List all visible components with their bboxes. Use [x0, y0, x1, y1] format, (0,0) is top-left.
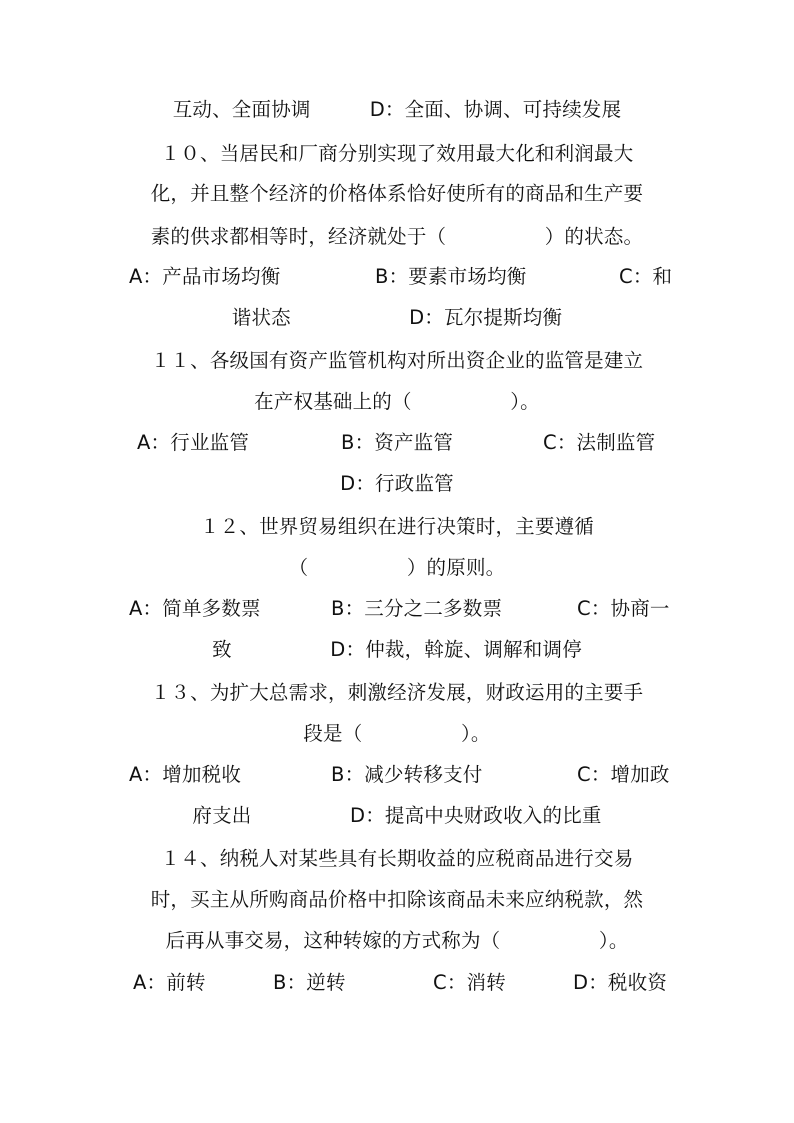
- option-a: A：前转: [133, 971, 206, 994]
- option-c: C：增加政: [577, 763, 670, 786]
- option-c: C：协商一: [577, 597, 670, 620]
- option-b: B：逆转: [273, 971, 346, 994]
- option-line: 府支出 D：提高中央财政收入的比重: [192, 804, 602, 827]
- question-11-line-2: 在产权基础上的（ ）。: [254, 390, 540, 413]
- option-d: D：行政监管: [340, 472, 454, 495]
- text-line: 互动、全面协调 D：全面、协调、可持续发展: [172, 98, 622, 121]
- question-10-line-3: 素的供求都相等时，经济就处于（ ）的状态。: [150, 225, 644, 248]
- option-b: B：减少转移支付: [331, 763, 483, 786]
- question-12-line-1: １２、世界贸易组织在进行决策时，主要遵循: [199, 515, 594, 538]
- option-line: 谐状态 D：瓦尔提斯均衡: [231, 306, 563, 329]
- question-14-line-2: 时，买主从所购商品价格中扣除该商品未来应纳税款，然: [150, 888, 644, 911]
- option-c: C：和: [619, 265, 673, 288]
- question-11-line-1: １１、各级国有资产监管机构对所出资企业的监管是建立: [150, 349, 644, 372]
- question-12-line-2: （ ）的原则。: [288, 556, 506, 579]
- option-a: A：产品市场均衡: [129, 265, 281, 288]
- question-10-line-1: １０、当居民和厂商分别实现了效用最大化和利润最大: [160, 142, 634, 165]
- question-10-line-2: 化，并且整个经济的价格体系恰好使所有的商品和生产要: [150, 182, 644, 205]
- question-13-line-2: 段是（ ）。: [303, 722, 491, 745]
- option-b: B：资产监管: [341, 431, 454, 454]
- question-14-line-1: １４、纳税人对某些具有长期收益的应税商品进行交易: [160, 847, 634, 870]
- option-a: A：简单多数票: [129, 597, 261, 620]
- option-d: D：税收资: [573, 971, 668, 994]
- option-c: C：法制监管: [543, 431, 656, 454]
- option-b: B：三分之二多数票: [331, 597, 503, 620]
- option-c: C：消转: [433, 971, 506, 994]
- option-b: B：要素市场均衡: [375, 265, 527, 288]
- question-13-line-1: １３、为扩大总需求，刺激经济发展，财政运用的主要手: [150, 681, 644, 704]
- option-line: 致 D：仲裁，斡旋、调解和调停: [212, 638, 582, 661]
- question-14-line-3: 后再从事交易，这种转嫁的方式称为（ ）。: [165, 929, 629, 952]
- option-a: A：增加税收: [129, 763, 242, 786]
- option-a: A：行业监管: [137, 431, 250, 454]
